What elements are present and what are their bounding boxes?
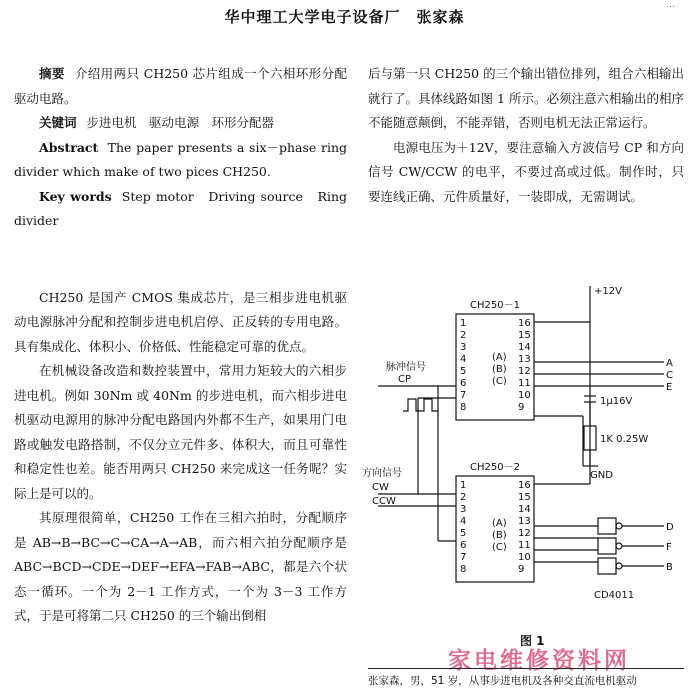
chip2-pin: 5 bbox=[460, 528, 467, 539]
resistor-label: 1K 0.25W bbox=[600, 434, 649, 445]
chip1-pin: 4 bbox=[460, 354, 467, 365]
abstract-en bbox=[14, 136, 347, 185]
chip1-pin: 3 bbox=[460, 342, 467, 353]
chip2-pin: 6 bbox=[460, 540, 467, 551]
chip2-output-label: (A) bbox=[492, 518, 507, 529]
chip1-pin: 10 bbox=[518, 390, 531, 401]
chip2-pin: 10 bbox=[518, 552, 531, 563]
footnote-rule bbox=[368, 668, 684, 669]
chip1-pin: 2 bbox=[460, 330, 467, 341]
body-paragraph: CH250 是国产 CMOS 集成芯片，是三相步进电机驱动电源脉冲分配和控制步进电机启停、正反转的专用电路。具有集成化、体积小、价格低、性能稳定可靠的优点。 bbox=[14, 289, 347, 354]
chip2-output-label: (B) bbox=[492, 530, 507, 541]
chip1-pin: 7 bbox=[460, 390, 467, 401]
chip2-output-label: (C) bbox=[492, 542, 507, 553]
chip2-pin: 3 bbox=[460, 504, 467, 515]
chip1-pin: 1 bbox=[460, 318, 467, 329]
body-paragraph: 在机械设备改造和数控装置中，常用力矩较大的六相步进电机。例如 30Nm 或 40Nm 的步进电机，而六相步进电机驱动电源用的脉冲分配电路国内外都不生产，如果用门电路或触发电路搭制，不仅分立元件多、体积大，而且可靠性和稳定性也差。能否用两只 CH250 来完成这一任务呢？实际上是可以的。 bbox=[14, 363, 347, 501]
output-b: B bbox=[666, 562, 673, 573]
left-column bbox=[14, 62, 347, 629]
chip1-pin: 14 bbox=[518, 342, 531, 353]
chip1-pin: 16 bbox=[518, 318, 531, 329]
author-footnote: 张家森，男，51 岁，从事步进电机及各种交直流电机驱动 bbox=[368, 675, 637, 687]
chip1-pin: 11 bbox=[518, 378, 531, 389]
circuit-diagram bbox=[358, 276, 688, 616]
body-paragraph: 后与第一只 CH250 的三个输出错位排列，组合六相输出就行了。具体线路如图 1 所示。必须注意六相输出的相序不能随意颠倒，不能弄错，否则电机无法正常运行。 bbox=[368, 66, 684, 130]
output-f: F bbox=[666, 542, 672, 553]
chip2-pin: 13 bbox=[518, 516, 531, 527]
chip2-pin: 11 bbox=[518, 540, 531, 551]
chip2-pin: 12 bbox=[518, 528, 531, 539]
corner-mark: … bbox=[666, 0, 675, 10]
chip2-pin: 2 bbox=[460, 492, 467, 503]
keywords-cn-text: 步进电机 驱动电源 环形分配器 bbox=[86, 115, 275, 130]
chip1-pin: 8 bbox=[460, 402, 467, 413]
gnd-label: GND bbox=[590, 470, 613, 481]
cw-label: CW bbox=[372, 482, 389, 493]
chip1-output-label: (A) bbox=[492, 352, 507, 363]
figure-caption: 图 1 bbox=[520, 634, 545, 648]
body-paragraph: 电源电压为＋12V，要注意输入方波信号 CP 和方向信号 CW/CCW 的电平，不要过高或过低。制作时，只要连线正确、元件质量好，一装即成，无需调试。 bbox=[368, 139, 684, 204]
chip1-name: CH250－1 bbox=[470, 300, 520, 311]
chip2-pin: 1 bbox=[460, 480, 467, 491]
abstract-cn bbox=[14, 62, 347, 111]
chip2-pin: 9 bbox=[518, 564, 525, 575]
direction-signal-label: 方向信号 bbox=[362, 468, 402, 479]
chip2-pin: 4 bbox=[460, 516, 467, 527]
chip1-pin: 5 bbox=[460, 366, 467, 377]
chip1-pin: 15 bbox=[518, 330, 531, 341]
chip2-pin: 15 bbox=[518, 492, 531, 503]
watermark: 家电维修资料网 bbox=[448, 648, 630, 674]
ccw-label: CCW bbox=[372, 496, 396, 507]
vcc-label: +12V bbox=[594, 286, 622, 297]
output-c: C bbox=[666, 370, 673, 381]
keywords-cn-label: 关键词 bbox=[39, 115, 77, 130]
abstract-en-text: The paper presents a six－phase ring divider which make of two pices CH250. bbox=[14, 139, 347, 179]
chip1-output-label: (B) bbox=[492, 364, 507, 375]
chip1-output-label: (C) bbox=[492, 376, 507, 387]
abstract-cn-text: 介绍用两只 CH250 芯片组成一个六相环形分配驱动电路。 bbox=[14, 66, 347, 106]
chip1-pin: 9 bbox=[518, 402, 525, 413]
keywords-en-text: Step motor Driving source Ring divider bbox=[14, 188, 347, 228]
abstract-en-label: Abstract bbox=[39, 139, 99, 155]
gate-label: CD4011 bbox=[594, 590, 635, 601]
right-column bbox=[368, 62, 684, 209]
chip2-pin: 8 bbox=[460, 564, 467, 575]
abstract-cn-label: 摘要 bbox=[39, 66, 65, 81]
keywords-en bbox=[14, 185, 347, 234]
chip2-pin: 14 bbox=[518, 504, 531, 515]
output-a: A bbox=[666, 358, 673, 369]
page-header: 华中理工大学电子设备厂 张家森 bbox=[224, 8, 465, 26]
output-e: E bbox=[666, 382, 673, 393]
keywords-en-label: Key words bbox=[39, 188, 112, 204]
chip1-pin: 13 bbox=[518, 354, 531, 365]
chip2-name: CH250－2 bbox=[470, 462, 520, 473]
section-gap bbox=[14, 234, 347, 286]
pulse-signal-label: 脉冲信号 bbox=[386, 362, 426, 373]
chip2-pin: 7 bbox=[460, 552, 467, 563]
cp-label: CP bbox=[398, 374, 412, 385]
keywords-cn bbox=[14, 111, 347, 136]
chip1-pin: 12 bbox=[518, 366, 531, 377]
capacitor-label: 1μ16V bbox=[600, 396, 633, 407]
output-d: D bbox=[666, 522, 674, 533]
chip2-pin: 16 bbox=[518, 480, 531, 491]
chip1-pin: 6 bbox=[460, 378, 467, 389]
body-paragraph: 其原理很简单，CH250 工作在三相六拍时，分配顺序是 AB→B→BC→C→CA→A→AB，而六相六拍分配顺序是 ABC→BCD→CDE→DEF→EFA→FAB→ABC，都是六个状态一循环。一个为 2－1 工作方式，一个为 3－3 工作方式，于是可将第二只 CH250 的三个输出倒相 bbox=[14, 510, 347, 623]
